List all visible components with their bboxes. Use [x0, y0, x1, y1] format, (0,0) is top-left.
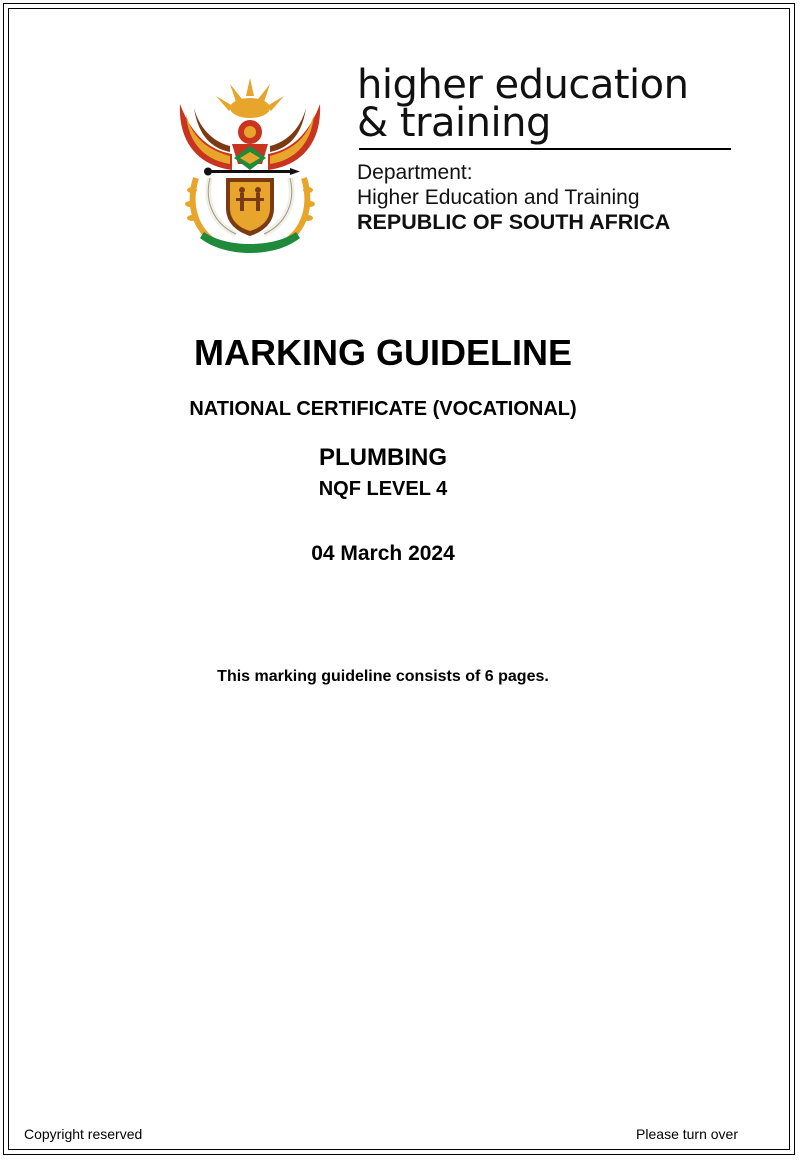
document-title: MARKING GUIDELINE: [194, 332, 572, 373]
brand-line-2: & training: [357, 100, 551, 146]
turn-over-notice: Please turn over: [636, 1126, 738, 1142]
nqf-level: NQF LEVEL 4: [318, 478, 448, 500]
certificate-name: NATIONAL CERTIFICATE (VOCATIONAL): [189, 398, 577, 420]
department-name: Higher Education and Training: [357, 186, 640, 209]
page-count-note: This marking guideline consists of 6 pages.: [217, 668, 549, 685]
department-label: Department:: [357, 161, 473, 184]
brand-line-1: higher education: [357, 62, 689, 108]
country-name: REPUBLIC OF SOUTH AFRICA: [357, 210, 671, 234]
logo-divider: [359, 148, 731, 150]
department-logo-text: [357, 62, 737, 235]
coat-of-arms-logo: [170, 74, 330, 260]
exam-date: 04 March 2024: [311, 542, 455, 565]
copyright-notice: Copyright reserved: [24, 1126, 143, 1142]
subject-name: PLUMBING: [319, 444, 447, 471]
